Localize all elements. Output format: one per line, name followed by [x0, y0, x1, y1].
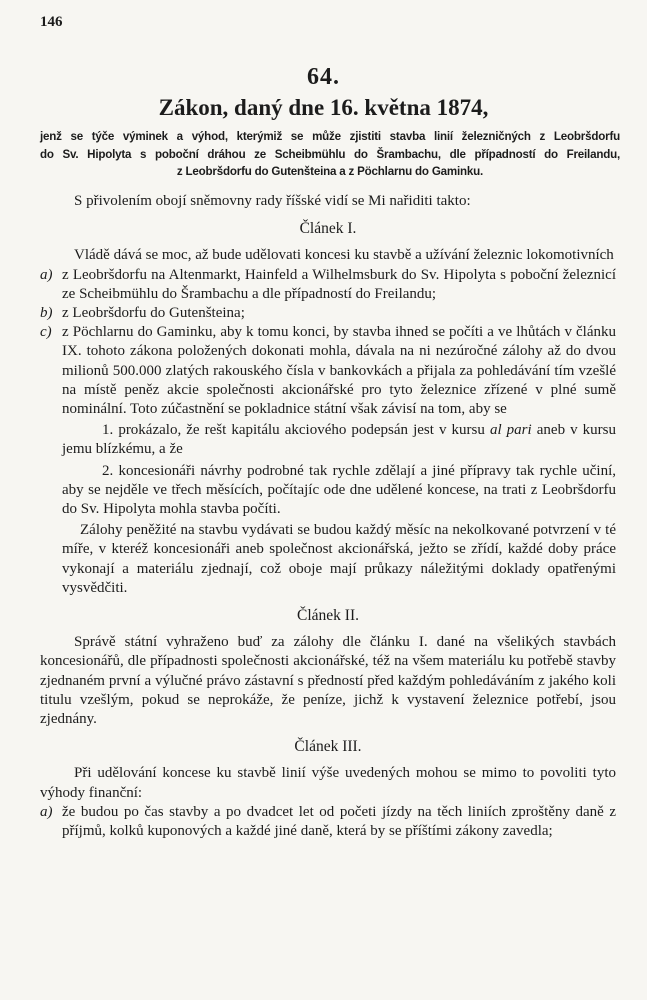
document-body: [40, 192, 616, 841]
item-text: z Leobršdorfu do Gutenšteina;: [62, 305, 245, 322]
subtitle-line-1: jenž se týče výminek a výhod, kterýmiž se může zjistiti stavba linií železničných z Leobršdorfu: [40, 130, 620, 143]
subpoint-number: 1.: [102, 422, 114, 439]
article-1-intro: Vládě dává se moc, až bude udělovati koncesi ku stavbě a užívání železnic lokomotivních: [74, 247, 614, 264]
law-title: Zákon, daný dne 16. května 1874,: [158, 95, 489, 120]
article-2-text: Správě státní vyhraženo buď za zálohy dle článku I. dané na všelikých stavbách koncesionářů, dle případnosti společnosti akcionářské, též na všem materiálu ku potřebě stavby zjednaném první a výlučné právo zástavní s předností před každým pohledáváním z jakého koli titulu vzešlým, pokud se neprokáže, že peníze, jichž k vystavení železnice potřebí, jsou zjednány.: [40, 634, 616, 728]
law-number: 64.: [307, 64, 340, 90]
law-subtitle: [40, 128, 620, 181]
article-1-heading: Článek I.: [299, 220, 357, 238]
article-3-item-a: [40, 803, 616, 841]
item-text: [62, 323, 616, 598]
subpoint-text-pre: prokázalo, že rešt kapitálu akciového podepsán jest v kursu: [118, 422, 485, 439]
item-label: a): [40, 803, 53, 820]
subpoint-text-post: aneb v kursu jemu blízkému, a že: [62, 422, 617, 458]
item-text: z Leobršdorfu na Altenmarkt, Hainfeld a Wilhelmsburk do Sv. Hipolyta s poboční železnicí ze Scheibmühlu do Šrambachu a dle případností do Freilandu;: [62, 266, 616, 302]
article-1-item-c: [40, 323, 616, 598]
article-1-item-b: [40, 304, 616, 323]
subtitle-line-2: do Sv. Hipolyta s poboční dráhou ze Scheibmühlu do Šrambachu, dle případností do Freilandu,: [40, 147, 620, 161]
item-label: b): [40, 305, 53, 322]
subpoint-italic: al pari: [489, 422, 532, 439]
article-2-heading: Článek II.: [297, 607, 359, 625]
page-number: 146: [40, 14, 63, 30]
item-label: c): [40, 324, 52, 341]
article-3-heading: Článek III.: [294, 738, 362, 756]
subtitle-line-3: z Leobršdorfu do Gutenšteina a z Pöchlarnu do Gaminku.: [176, 165, 484, 178]
item-c-subpoint-2: [62, 462, 616, 520]
item-label: a): [40, 266, 53, 283]
article-3-intro: Při udělování koncese ku stavbě linií výše uvedených mohou se mimo to povoliti tyto výhody finanční:: [40, 765, 616, 801]
preamble: S přivolením obojí sněmovny rady říšské vidí se Mi nařiditi takto:: [74, 193, 471, 209]
subpoint-text: koncesionáři návrhy podrobné tak rychle zdělají a jiné přípravy tak rychle učiní, aby se nejděle ve třech měsících, počítajíc ode dne udělené koncese, na trati z Leobršdorfu do Sv. Hipolyta mohla stavba počíti.: [62, 462, 616, 518]
item-c-closing: Zálohy peněžité na stavbu vydávati se budou každý měsíc na nekolkované potvrzení v té míře, v kteréž koncesionáři aneb společnost akcionářská, ježto se zřídí, každé doby práce vykonají a materiálu zjednají, což oboje mají průkazy náležitými doklady opatřenými vysvědčiti.: [62, 522, 616, 596]
item-text: že budou po čas stavby a po dvadcet let od početi jízdy na těch liniích zproštěny daně z příjmů, kolků kuponových a každé jiné daně, která by se příštími zákony zavedla;: [62, 803, 616, 840]
item-c-subpoint-1: [62, 421, 616, 459]
item-c-text: z Pöchlarnu do Gaminku, aby k tomu konci, by stavba ihned se počíti a ve lhůtách v článku IX. tohoto zákona položených dokonati mohla, dávala na ni nezúročné zálohy až do dvou milionů 500.000 zlatých rakouského čísla v bankovkách a přijala za pohledávání tím vzešlé na místě peněz akcie společnosti akcionářské pro tyto železnice zřízené v plné sumě nominální. Toto zúčastnění se pokladnice státní však závisí na tom, aby se: [62, 324, 616, 418]
article-1-item-a: [40, 266, 616, 304]
subpoint-number: 2.: [102, 462, 114, 479]
